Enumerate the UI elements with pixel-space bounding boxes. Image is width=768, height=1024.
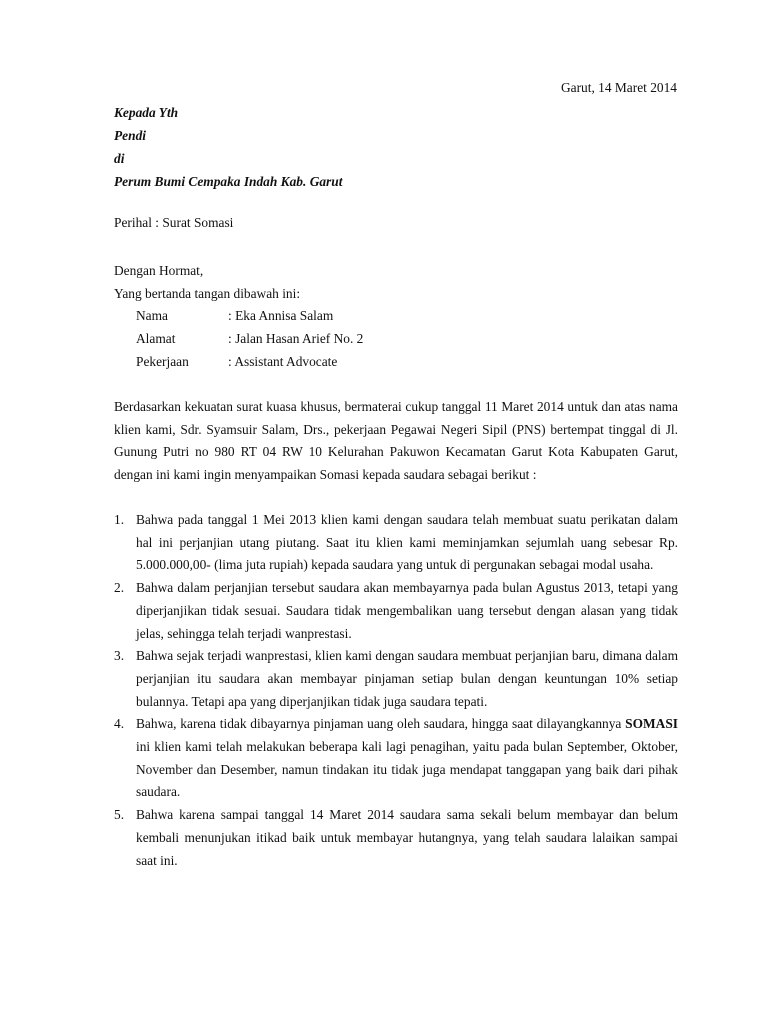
recipient-di: di [114, 151, 125, 166]
list-item-text: Bahwa pada tanggal 1 Mei 2013 klien kami dengan saudara telah membuat suatu perikatan dalam hal ini perjanjian utang piutang. Saat itu klien kami meminjamkan sejumlah uang sebesar Rp. 5.000.000,00- (lima juta rupiah) kepada saudara yang untuk di pergunakan sebagai modal usaha. [136, 512, 678, 573]
list-item [114, 645, 678, 713]
somasi-points-list [114, 509, 678, 872]
letter-date: Garut, 14 Maret 2014 [560, 80, 677, 95]
list-item-number: 2. [114, 580, 125, 596]
intro-line: Yang bertanda tangan dibawah ini: [114, 286, 301, 301]
list-item [114, 577, 678, 645]
identity-row-name [136, 304, 363, 327]
body-paragraph: Berdasarkan kekuatan surat kuasa khusus, bermaterai cukup tanggal 11 Maret 2014 untuk dan atas nama klien kami, Sdr. Syamsuir Salam, Drs., pekerjaan Pegawai Negeri Sipil (PNS) bertempat tinggal di Jl. Gunung Putri no 980 RT 04 RW 10 Kelurahan Pakuwon Kecamatan Garut Kota Kabupaten Garut, dengan ini kami ingin menyampaikan Somasi kepada saudara sebagai berikut : [114, 399, 678, 482]
list-item-text-after: ini klien kami telah melakukan beberapa kali lagi penagihan, yaitu pada bulan September, Oktober, November dan Desember, namun tindakan itu tidak juga mendapat tanggapan yang baik dari pihak saudara. [136, 739, 678, 800]
identity-value: : Jalan Hasan Arief No. 2 [228, 331, 364, 346]
list-item-number: 5. [114, 807, 125, 823]
list-item-text [136, 713, 678, 804]
list-item-text: Bahwa karena sampai tanggal 14 Maret 2014 saudara sama sekali belum membayar dan belum kembali menunjukan itikad baik untuk membayar hutangnya, yang telah saudara lalaikan sampai saat ini. [136, 807, 678, 868]
list-item-number: 3. [114, 648, 125, 664]
list-item-text: Bahwa sejak terjadi wanprestasi, klien kami dengan saudara membuat perjanjian baru, dimana dalam perjanjian itu saudara akan membayar pinjaman setiap bulan dengan keuntungan 10% setiap bulannya. Tetapi apa yang diperjanjikan tidak juga saudara tepati. [136, 648, 678, 709]
identity-value: : Assistant Advocate [228, 354, 338, 369]
identity-block [136, 304, 363, 373]
subject-line: Perihal : Surat Somasi [114, 215, 234, 230]
greeting: Dengan Hormat, [114, 263, 204, 278]
identity-row-address [136, 327, 363, 350]
list-item-number: 1. [114, 512, 125, 527]
list-item-text: Bahwa dalam perjanjian tersebut saudara akan membayarnya pada bulan Agustus 2013, tetapi yang diperjanjikan tidak sesuai. Saudara tidak mengembalikan uang tersebut dengan alasan yang tidak jelas, sehingga telah terjadi wanprestasi. [136, 580, 678, 641]
recipient-name: Pendi [114, 128, 146, 143]
recipient-block [114, 101, 342, 193]
identity-label: Nama [136, 308, 168, 323]
list-item [114, 804, 678, 872]
list-item-text-before: Bahwa, karena tidak dibayarnya pinjaman uang oleh saudara, hingga saat dilayangkannya [136, 716, 626, 732]
list-item [114, 713, 678, 804]
recipient-salutation: Kepada Yth [114, 105, 179, 120]
greeting-block [114, 259, 300, 305]
list-item [114, 509, 678, 577]
list-item-number: 4. [114, 716, 125, 732]
identity-label: Pekerjaan [136, 354, 189, 369]
somasi-emphasis: SOMASI [625, 716, 678, 732]
identity-label: Alamat [136, 331, 176, 346]
identity-row-occupation [136, 350, 363, 373]
recipient-address: Perum Bumi Cempaka Indah Kab. Garut [114, 174, 343, 189]
identity-value: : Eka Annisa Salam [228, 308, 334, 323]
